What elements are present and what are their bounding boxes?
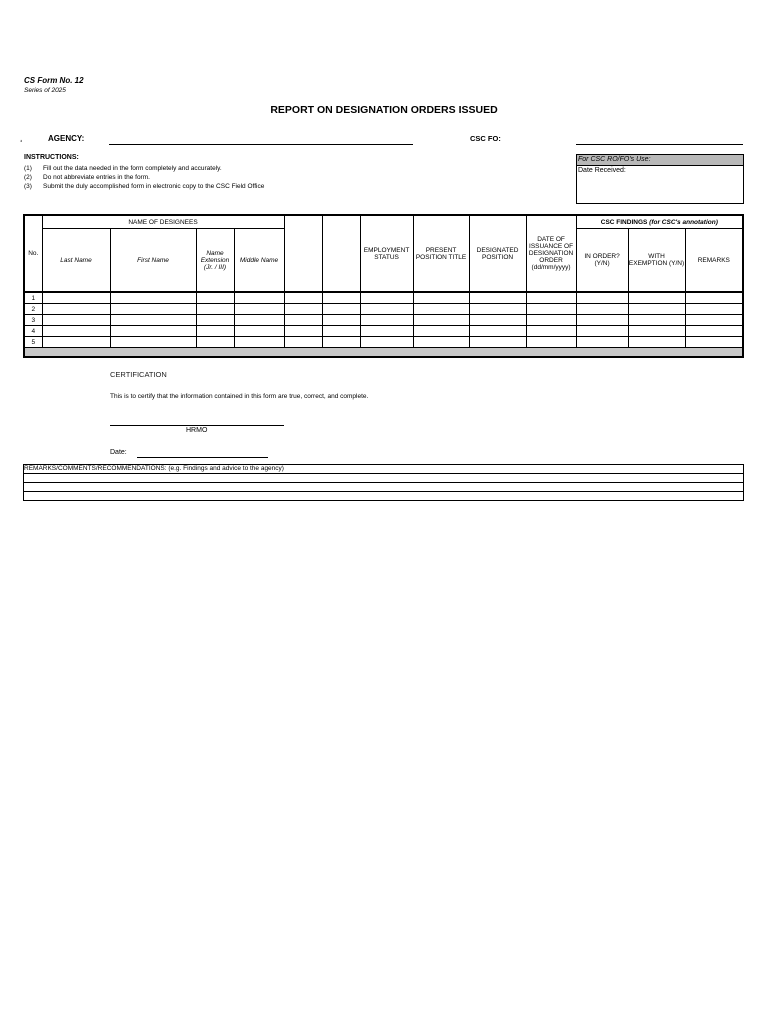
table-cell[interactable] [576, 292, 628, 304]
certification-text: This is to certify that the information contained in this form are true, correct, and complete. [110, 393, 369, 400]
agency-bullet: ¸ [20, 133, 23, 142]
blank-header [284, 215, 322, 292]
csc-findings-header: CSC FINDINGS (for CSC's annotation) [576, 215, 743, 229]
table-cell[interactable] [469, 315, 526, 326]
table-cell[interactable] [469, 304, 526, 315]
middle-name-header: Middle Name [234, 229, 284, 293]
date-issuance-header: DATE OF ISSUANCE OF DESIGNATION ORDER (dd/mm/yyyy) [526, 215, 576, 292]
table-cell[interactable] [110, 315, 196, 326]
table-row [24, 337, 743, 348]
table-cell[interactable] [110, 337, 196, 348]
table-cell[interactable] [526, 304, 576, 315]
row-number: 3 [24, 315, 42, 326]
table-row [24, 326, 743, 337]
date-label: Date: [110, 449, 127, 456]
table-cell[interactable] [413, 315, 469, 326]
table-cell[interactable] [360, 304, 413, 315]
instruction-item: (1) Fill out the data needed in the form completely and accurately. [24, 165, 222, 172]
table-cell[interactable] [469, 337, 526, 348]
table-cell[interactable] [628, 337, 685, 348]
designated-position-header: DESIGNATED POSITION [469, 215, 526, 292]
remarks-label: REMARKS/COMMENTS/RECOMMENDATIONS: (e.g. Findings and advice to the agency) [24, 465, 744, 474]
table-cell[interactable] [322, 326, 360, 337]
form-number: CS Form No. 12 [24, 76, 84, 85]
table-cell[interactable] [360, 326, 413, 337]
agency-field[interactable] [109, 144, 413, 145]
date-field[interactable] [137, 457, 268, 458]
table-cell[interactable] [685, 292, 743, 304]
table-cell[interactable] [526, 315, 576, 326]
table-cell[interactable] [196, 315, 234, 326]
table-row [24, 292, 743, 304]
no-header: No. [24, 215, 42, 292]
remarks-header: REMARKS [685, 229, 743, 293]
remarks-line[interactable] [24, 474, 744, 483]
table-cell[interactable] [628, 315, 685, 326]
csc-fo-field[interactable] [576, 144, 743, 145]
table-cell[interactable] [110, 292, 196, 304]
table-cell[interactable] [42, 304, 110, 315]
table-cell[interactable] [322, 292, 360, 304]
instructions-title: INSTRUCTIONS: [24, 154, 79, 161]
table-cell[interactable] [234, 337, 284, 348]
table-cell[interactable] [469, 326, 526, 337]
csc-use-header: For CSC RO/FO's Use: [577, 155, 743, 166]
table-cell[interactable] [628, 292, 685, 304]
in-order-header: IN ORDER? (Y/N) [576, 229, 628, 293]
table-cell[interactable] [234, 315, 284, 326]
hrmo-label: HRMO [186, 427, 208, 434]
table-row [24, 304, 743, 315]
table-cell[interactable] [469, 292, 526, 304]
certification-title: CERTIFICATION [110, 370, 167, 379]
table-cell[interactable] [413, 326, 469, 337]
table-cell[interactable] [322, 337, 360, 348]
date-received-field[interactable]: Date Received: [578, 167, 626, 174]
instruction-item: (2) Do not abbreviate entries in the form. [24, 174, 150, 181]
table-cell[interactable] [685, 315, 743, 326]
name-group-header: NAME OF DESIGNEES [42, 215, 284, 229]
table-footer-bar [24, 348, 743, 358]
table-cell[interactable] [628, 326, 685, 337]
blank-header [322, 215, 360, 292]
form-series: Series of 2025 [24, 87, 66, 94]
table-cell[interactable] [284, 337, 322, 348]
table-cell[interactable] [234, 326, 284, 337]
row-number: 4 [24, 326, 42, 337]
table-cell[interactable] [42, 315, 110, 326]
table-cell[interactable] [526, 337, 576, 348]
table-cell[interactable] [413, 292, 469, 304]
with-exemption-header: WITH EXEMPTION (Y/N) [628, 229, 685, 293]
table-row [24, 315, 743, 326]
table-cell[interactable] [628, 304, 685, 315]
table-cell[interactable] [576, 315, 628, 326]
last-name-header: Last Name [42, 229, 110, 293]
table-cell[interactable] [685, 326, 743, 337]
remarks-line[interactable] [24, 492, 744, 501]
table-cell[interactable] [685, 304, 743, 315]
name-extension-header: Name Extension (Jr. / III) [196, 229, 234, 293]
remarks-line[interactable] [24, 483, 744, 492]
row-number: 5 [24, 337, 42, 348]
table-cell[interactable] [526, 292, 576, 304]
table-cell[interactable] [196, 304, 234, 315]
table-cell[interactable] [234, 304, 284, 315]
first-name-header: First Name [110, 229, 196, 293]
table-cell[interactable] [576, 337, 628, 348]
agency-label: AGENCY: [48, 134, 85, 143]
page-title: REPORT ON DESIGNATION ORDERS ISSUED [270, 104, 498, 116]
table-cell[interactable] [196, 292, 234, 304]
table-cell[interactable] [360, 292, 413, 304]
table-cell[interactable] [284, 304, 322, 315]
instruction-item: (3) Submit the duly accomplished form in electronic copy to the CSC Field Office [24, 183, 265, 190]
csc-use-box [576, 154, 744, 204]
employment-status-header: EMPLOYMENT STATUS [360, 215, 413, 292]
table-cell[interactable] [110, 304, 196, 315]
table-cell[interactable] [42, 326, 110, 337]
hrmo-signature-field[interactable] [110, 425, 284, 426]
table-cell[interactable] [234, 292, 284, 304]
row-number: 2 [24, 304, 42, 315]
table-cell[interactable] [576, 304, 628, 315]
table-cell[interactable] [360, 315, 413, 326]
table-cell[interactable] [685, 337, 743, 348]
designees-table [23, 214, 744, 358]
table-cell[interactable] [42, 337, 110, 348]
table-cell[interactable] [322, 315, 360, 326]
table-cell[interactable] [196, 337, 234, 348]
present-position-header: PRESENT POSITION TITLE [413, 215, 469, 292]
table-cell[interactable] [284, 292, 322, 304]
table-cell[interactable] [284, 326, 322, 337]
table-cell[interactable] [284, 315, 322, 326]
row-number: 1 [24, 292, 42, 304]
remarks-table [23, 464, 744, 501]
table-cell[interactable] [413, 337, 469, 348]
table-cell[interactable] [360, 337, 413, 348]
table-cell[interactable] [526, 326, 576, 337]
table-cell[interactable] [196, 326, 234, 337]
table-cell[interactable] [110, 326, 196, 337]
table-cell[interactable] [322, 304, 360, 315]
csc-fo-label: CSC FO: [470, 134, 501, 143]
table-cell[interactable] [413, 304, 469, 315]
table-cell[interactable] [576, 326, 628, 337]
table-cell[interactable] [42, 292, 110, 304]
